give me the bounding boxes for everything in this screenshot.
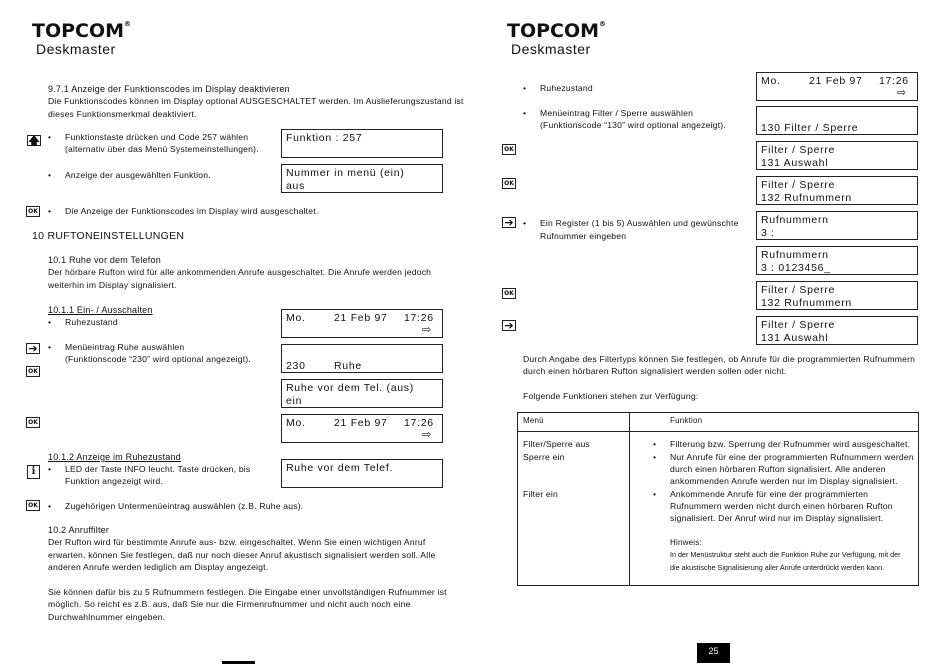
ok-key-icon: OK	[26, 206, 40, 217]
bullet-step: • Ein Register (1 bis 5) Auswählen und gewünschte	[540, 217, 739, 230]
bullet-step: • Menüeintrag Ruhe auswählen	[65, 341, 184, 354]
bullet-step: • Funktionstaste drücken und Code 257 wählen	[65, 131, 248, 144]
lcd-display-ruhe-telef: Ruhe vor dem Telef.	[281, 459, 443, 488]
lcd-display-132: Filter / Sperre 132 Rufnummern	[756, 176, 918, 205]
paragraph: durch einen hörbaren Rufton signalisiert werden sollen oder nicht.	[523, 366, 787, 376]
bullet-step: • Anzeige der ausgewählten Funktion.	[65, 169, 211, 182]
section-title-1011: 10.1.1 Ein- / Ausschalten	[48, 305, 153, 315]
ok-key-icon: OK	[502, 288, 516, 299]
ok-key-icon: OK	[502, 178, 516, 189]
table-cell-menu: Filter ein	[523, 489, 558, 499]
right-key-icon: ➔	[26, 343, 40, 354]
bullet-step: • Ruhezustand	[65, 316, 118, 329]
ok-key-icon: OK	[26, 366, 40, 377]
product-name: Deskmaster	[511, 41, 591, 57]
bullet-step: • Zugehörigen Untermenüeintrag auswählen (z.B. Ruhe aus).	[65, 500, 303, 513]
table-header-menu: Menü	[523, 416, 544, 425]
chapter-title-10: 10 RUFTONEINSTELLUNGEN	[32, 230, 185, 242]
bullet-step: • Ruhezustand	[540, 82, 593, 95]
table-hint-text: die akustische Signalisierung aller Anrufe unterdrückt werden kann.	[670, 563, 885, 572]
bullet-step-cont: Rufnummer eingeben	[540, 231, 627, 241]
ok-key-icon: OK	[502, 144, 516, 155]
bullet-step: • Die Anzeige der Funktionscodes im Display wird ausgeschaltet.	[65, 205, 318, 218]
lcd-display-131: Filter / Sperre 131 Auswahl	[756, 141, 918, 170]
info-key-icon: i	[27, 465, 40, 479]
right-key-icon: ➔	[502, 320, 516, 331]
paragraph: Der Rufton wird für bestimmte Anrufe aus- bzw. eingeschaltet. Wenn Sie einen wichtigen Anruf	[48, 537, 426, 547]
product-name: Deskmaster	[36, 41, 116, 57]
lcd-display-idle: Mo. 21 Feb 97 17:26 ⇨	[281, 309, 443, 338]
paragraph: möglich. So reicht es z.B. aus, daß Sie nur die Firmenrufnummer und nicht auch noch eine	[48, 599, 411, 609]
ok-key-icon: OK	[26, 500, 40, 511]
table-cell-function-cont: ankommenden Anrufe werden nur im Display signalisiert.	[670, 476, 898, 486]
arrow-right-icon: ⇨	[422, 429, 432, 441]
lcd-display-idle: Mo. 21 Feb 97 17:26 ⇨	[756, 72, 918, 101]
paragraph: Die Funktionscodes können im Display optional AUSGESCHALTET werden. Im Auslieferungszustand ist	[48, 96, 464, 106]
table-cell-menu: Filter/Sperre aus	[523, 439, 590, 449]
section-title-1012: 10.1.2 Anzeige im Ruhezustand	[48, 452, 181, 462]
table-cell-function: • Ankommende Anrufe für eine der programmierten	[670, 488, 868, 501]
bullet-step-cont: Funktion angezeigt wird.	[65, 476, 163, 486]
bullet-step: • Menüeintrag Filter / Sperre auswählen	[540, 107, 693, 120]
paragraph: Sie können dafür bis zu 5 Rufnummern festlegen. Die Eingabe einer unvollständigen Rufnummer ist	[48, 587, 447, 597]
section-title-102: 10.2 Anruffilter	[48, 525, 110, 535]
lcd-display-nummer: Nummer in menü (ein) aus	[281, 164, 443, 193]
table-hint-text: In der Menüstruktur steht auch die Funktion Ruhe zur Verfügung, mit der	[670, 550, 901, 559]
table-cell-function: • Nur Anrufe für eine der programmierten Rufnummern werden	[670, 451, 914, 464]
up-key-icon: 🡅	[28, 134, 40, 147]
right-key-icon: ➔	[502, 217, 516, 228]
lcd-display-rufnummern: Rufnummern 3 :	[756, 211, 918, 240]
brand-logo: TOPCOM®	[507, 20, 607, 42]
page-number: 25	[697, 643, 730, 663]
paragraph: erwarten, können Sie festlegen, daß nur noch dieser Anruf akustisch signalisiert werden soll. Alle	[48, 550, 436, 560]
lcd-display-132: Filter / Sperre 132 Rufnummern	[756, 281, 918, 310]
bullet-step-cont: (Funktionscode “230” wird optional angezeigt).	[65, 354, 251, 364]
bullet-step: • LED der Taste INFO leucht. Taste drücken, bis	[65, 463, 250, 476]
paragraph: Durch Angabe des Filtertyps können Sie festlegen, ob Anrufe für die programmierten Rufnummern	[523, 354, 916, 364]
table-cell-menu: Sperre ein	[523, 452, 565, 462]
arrow-right-icon: ⇨	[422, 324, 432, 336]
table-hint-title: Hinweis:	[670, 538, 702, 547]
paragraph: Durchwahlnummer eingeben.	[48, 612, 166, 622]
lcd-display-230: 230 Ruhe	[281, 344, 443, 373]
table-cell-function: • Filterung bzw. Sperrung der Rufnummer wird ausgeschaltet.	[670, 438, 910, 451]
paragraph: weiterhin im Display signalisiert.	[48, 280, 177, 290]
lcd-display-131: Filter / Sperre 131 Auswahl	[756, 316, 918, 345]
section-title-971: 9.7.1 Anzeige der Funktionscodes im Display deaktivieren	[48, 84, 290, 94]
brand-logo: TOPCOM®	[32, 20, 132, 42]
table-cell-function-cont: Rufnummern werden nicht durch einen hörbaren Rufton	[670, 501, 893, 511]
table-cell-function-cont: durch einen hörbaren Rufton signalisiert. Alle anderen	[670, 464, 886, 474]
lcd-display-ruhe: Ruhe vor dem Tel. (aus) ein	[281, 379, 443, 408]
paragraph: dieses Funktionsmerkmal deaktiviert.	[48, 109, 197, 119]
arrow-right-icon: ⇨	[897, 87, 907, 99]
section-title-101: 10.1 Ruhe vor dem Telefon	[48, 255, 161, 265]
bullet-step-cont: (Funktionscode “130” wird optional angezeigt).	[540, 120, 726, 130]
table-cell-function-cont: signalisiert. Der Anruf wird nur im Display signalisiert.	[670, 513, 884, 523]
paragraph: anderen Anrufe werden lediglich am Display angezeigt.	[48, 562, 269, 572]
paragraph: Der hörbare Rufton wird für alle ankommenden Anrufe ausgeschaltet. Die Anrufe werden jedoch	[48, 267, 432, 277]
lcd-display-rufnummern-entry: Rufnummern 3 : 0123456_	[756, 246, 918, 275]
lcd-display-funktion: Funktion : 257	[281, 129, 443, 158]
table-header-function: Funktion	[670, 416, 703, 425]
paragraph: Folgende Funktionen stehen zur Verfügung:	[523, 391, 699, 401]
ok-key-icon: OK	[26, 417, 40, 428]
lcd-display-idle: Mo. 21 Feb 97 17:26 ⇨	[281, 414, 443, 443]
bullet-step-cont: (alternativ über das Menü Systemeinstellungen).	[65, 144, 259, 154]
lcd-display-130: 130 Filter / Sperre	[756, 106, 918, 135]
